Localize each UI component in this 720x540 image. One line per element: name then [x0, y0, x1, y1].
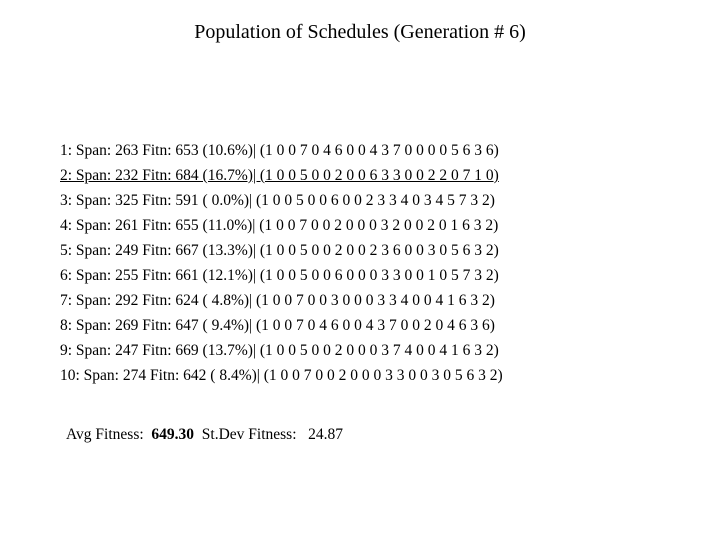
schedule-row-1: 1: Span: 263 Fitn: 653 (10.6%)| (1 0 0 7 0 4 6 0 0 4 3 7 0 0 0 0 5 6 3 6) — [60, 142, 499, 159]
schedule-row-9: 9: Span: 247 Fitn: 669 (13.7%)| (1 0 0 5 0 0 2 0 0 0 3 7 4 0 0 4 1 6 3 2) — [60, 342, 499, 359]
schedule-row-6: 6: Span: 255 Fitn: 661 (12.1%)| (1 0 0 5 0 0 6 0 0 0 3 3 0 0 1 0 5 7 3 2) — [60, 267, 499, 284]
stdev-fitness-value: 24.87 — [308, 426, 344, 443]
fitness-stats — [66, 424, 343, 446]
schedule-list — [60, 138, 503, 388]
schedule-row-2: 2: Span: 232 Fitn: 684 (16.7%)| (1 0 0 5 0 0 2 0 0 6 3 3 0 0 2 2 0 7 1 0) — [60, 167, 499, 184]
page-title: Population of Schedules (Generation # 6) — [194, 21, 526, 43]
avg-fitness-value: 649.30 — [151, 426, 195, 443]
avg-fitness-label: Avg Fitness: — [66, 426, 144, 443]
schedule-row-7: 7: Span: 292 Fitn: 624 ( 4.8%)| (1 0 0 7 0 0 3 0 0 0 3 3 4 0 0 4 1 6 3 2) — [60, 292, 495, 309]
stdev-fitness-label: St.Dev Fitness: — [201, 426, 297, 443]
schedule-row-5: 5: Span: 249 Fitn: 667 (13.3%)| (1 0 0 5 0 0 2 0 0 2 3 6 0 0 3 0 5 6 3 2) — [60, 242, 499, 259]
schedule-row-4: 4: Span: 261 Fitn: 655 (11.0%)| (1 0 0 7 0 0 2 0 0 0 3 2 0 0 2 0 1 6 3 2) — [60, 217, 499, 234]
schedule-row-3: 3: Span: 325 Fitn: 591 ( 0.0%)| (1 0 0 5 0 0 6 0 0 2 3 3 4 0 3 4 5 7 3 2) — [60, 192, 495, 209]
schedule-row-10: 10: Span: 274 Fitn: 642 ( 8.4%)| (1 0 0 7 0 0 2 0 0 0 3 3 0 0 3 0 5 6 3 2) — [60, 367, 503, 384]
schedule-row-8: 8: Span: 269 Fitn: 647 ( 9.4%)| (1 0 0 7 0 4 6 0 0 4 3 7 0 0 2 0 4 6 3 6) — [60, 317, 495, 334]
